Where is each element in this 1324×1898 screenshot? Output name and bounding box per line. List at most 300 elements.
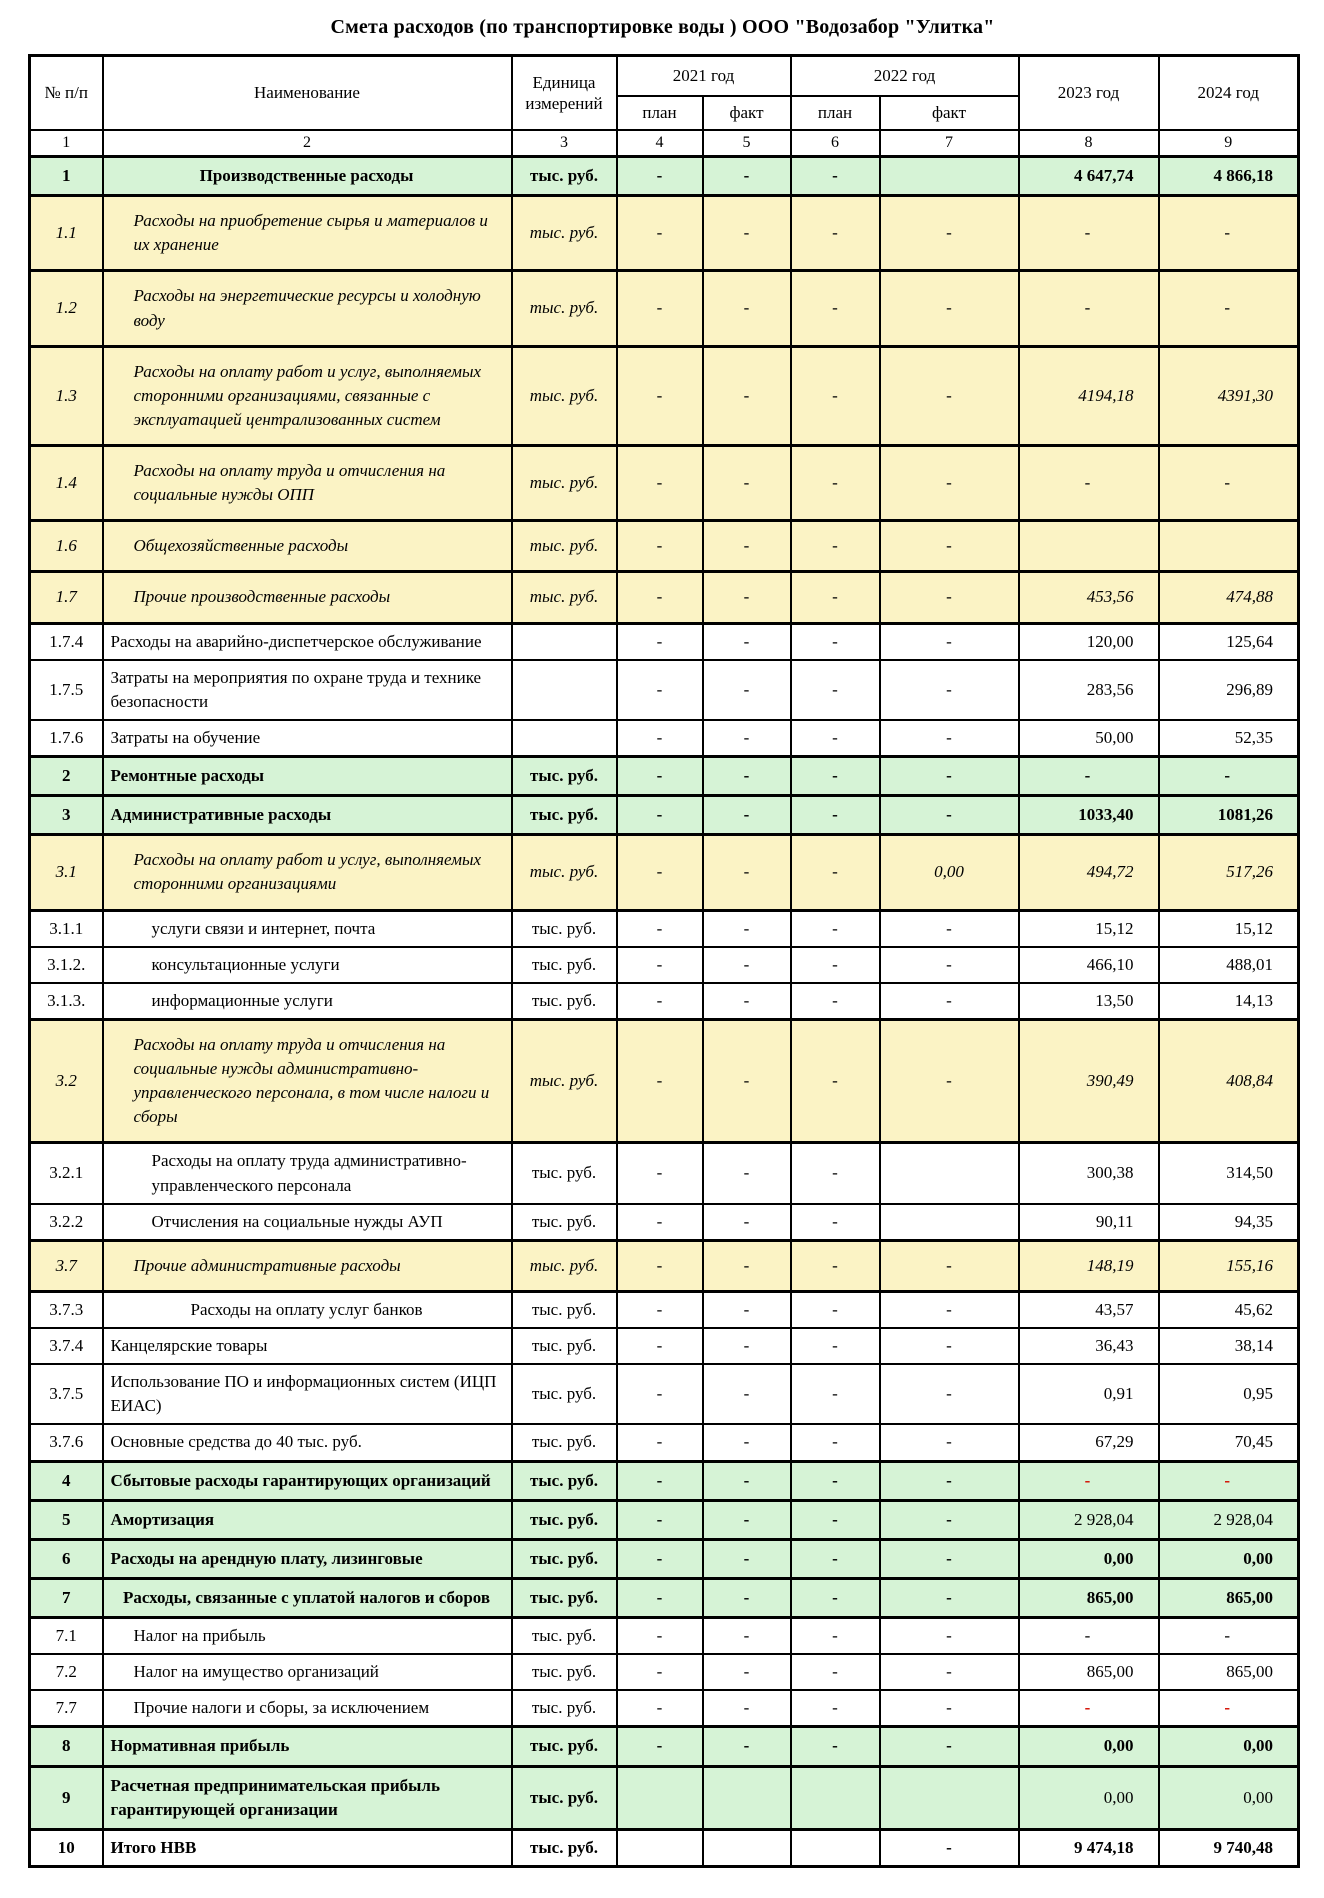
cell-2022-plan: - [791, 1291, 880, 1328]
cell-2022-fact: - [880, 910, 1019, 947]
table-row [30, 521, 1299, 572]
cell-2021-plan: - [617, 1539, 703, 1578]
row-unit-cell [512, 623, 617, 660]
cell-2021-fact [703, 1766, 791, 1829]
row-number-cell: 9 [30, 1766, 103, 1829]
cell-2024: 488,01 [1159, 947, 1299, 983]
row-number-cell: 7.2 [30, 1654, 103, 1690]
cell-2022-plan: - [791, 271, 880, 346]
cell-2024: 4 866,18 [1159, 157, 1299, 196]
row-name-cell: Расходы на оплату услуг банков [103, 1291, 512, 1328]
cell-2021-fact: - [703, 720, 791, 757]
cell-2021-fact [703, 1829, 791, 1866]
cell-2023: 0,00 [1019, 1727, 1159, 1766]
cell-2023: 15,12 [1019, 910, 1159, 947]
column-number: 4 [617, 130, 703, 157]
cell-2022-fact: - [880, 196, 1019, 271]
cell-2022-fact: - [880, 1727, 1019, 1766]
cell-2023: - [1019, 446, 1159, 521]
cell-2022-fact: - [880, 660, 1019, 720]
row-number-cell: 3.7.3 [30, 1291, 103, 1328]
cell-2024: - [1159, 1461, 1299, 1500]
cell-2021-fact: - [703, 1539, 791, 1578]
cell-2022-plan: - [791, 1240, 880, 1291]
column-number: 2 [103, 130, 512, 157]
cell-2022-plan: - [791, 1204, 880, 1241]
cell-2021-fact: - [703, 446, 791, 521]
cell-2022-plan: - [791, 796, 880, 835]
row-name-cell: Затраты на мероприятия по охране труда и технике безопасности [103, 660, 512, 720]
cell-2022-fact: - [880, 947, 1019, 983]
row-unit-cell: тыс. руб. [512, 196, 617, 271]
cell-2021-plan [617, 1829, 703, 1866]
row-number-cell: 3.1.3. [30, 983, 103, 1020]
cell-2022-plan: - [791, 1461, 880, 1500]
table-row [30, 910, 1299, 947]
row-unit-cell: тыс. руб. [512, 1424, 617, 1461]
row-name-cell: Расходы на оплату труда и отчисления на социальные нужды ОПП [103, 446, 512, 521]
row-unit-cell: тыс. руб. [512, 757, 617, 796]
column-number: 6 [791, 130, 880, 157]
cell-2022-fact: - [880, 1539, 1019, 1578]
cell-2024: 314,50 [1159, 1143, 1299, 1204]
cell-2022-plan: - [791, 1690, 880, 1727]
cell-2023 [1019, 521, 1159, 572]
cell-2024: 45,62 [1159, 1291, 1299, 1328]
cell-2023: - [1019, 757, 1159, 796]
row-number-cell: 6 [30, 1539, 103, 1578]
cell-2023: 50,00 [1019, 720, 1159, 757]
table-row [30, 757, 1299, 796]
cell-2021-plan: - [617, 196, 703, 271]
row-name-cell: Расходы на оплату работ и услуг, выполняемых сторонними организациями, связанные с эксплуатацией централизованных систем [103, 346, 512, 445]
cell-2022-plan: - [791, 1328, 880, 1364]
row-unit-cell: тыс. руб. [512, 1461, 617, 1500]
cell-2021-fact: - [703, 521, 791, 572]
table-row [30, 1578, 1299, 1617]
cell-2023: 283,56 [1019, 660, 1159, 720]
table-row [30, 720, 1299, 757]
cell-2021-plan: - [617, 757, 703, 796]
expense-table [28, 54, 1300, 1868]
cell-2022-plan: - [791, 1424, 880, 1461]
table-row [30, 947, 1299, 983]
cell-2022-plan: - [791, 757, 880, 796]
cell-2021-fact: - [703, 660, 791, 720]
row-name-cell: Отчисления на социальные нужды АУП [103, 1204, 512, 1241]
cell-2024: 0,95 [1159, 1364, 1299, 1424]
cell-2022-fact: - [880, 1829, 1019, 1866]
table-row [30, 1690, 1299, 1727]
column-number: 5 [703, 130, 791, 157]
column-number: 8 [1019, 130, 1159, 157]
table-row [30, 660, 1299, 720]
cell-2021-fact: - [703, 1727, 791, 1766]
cell-2024: 70,45 [1159, 1424, 1299, 1461]
cell-2022-plan: - [791, 1364, 880, 1424]
table-row [30, 983, 1299, 1020]
row-unit-cell: тыс. руб. [512, 1690, 617, 1727]
cell-2021-plan: - [617, 1240, 703, 1291]
row-name-cell: Налог на прибыль [103, 1618, 512, 1655]
row-unit-cell: тыс. руб. [512, 1539, 617, 1578]
cell-2023: 466,10 [1019, 947, 1159, 983]
cell-2021-plan: - [617, 157, 703, 196]
cell-2024: 125,64 [1159, 623, 1299, 660]
cell-2022-fact: - [880, 446, 1019, 521]
page-title: Смета расходов (по транспортировке воды ) ООО "Водозабор "Улитка" [330, 16, 995, 38]
cell-2024: - [1159, 1690, 1299, 1727]
row-name-cell: Расчетная предпринимательская прибыль гарантирующей организации [103, 1766, 512, 1829]
cell-2024: 0,00 [1159, 1539, 1299, 1578]
cell-2022-plan: - [791, 660, 880, 720]
cell-2024: - [1159, 446, 1299, 521]
cell-2021-plan: - [617, 947, 703, 983]
row-number-cell: 8 [30, 1727, 103, 1766]
row-number-cell: 2 [30, 757, 103, 796]
cell-2023: 865,00 [1019, 1654, 1159, 1690]
cell-2024: 4391,30 [1159, 346, 1299, 445]
table-row [30, 1539, 1299, 1578]
row-number-cell: 3.2.2 [30, 1204, 103, 1241]
row-name-cell: Затраты на обучение [103, 720, 512, 757]
row-unit-cell: тыс. руб. [512, 446, 617, 521]
row-name-cell: Расходы на оплату труда административно-управленческого персонала [103, 1143, 512, 1204]
cell-2022-fact: - [880, 1461, 1019, 1500]
cell-2023: 390,49 [1019, 1019, 1159, 1143]
row-name-cell: Основные средства до 40 тыс. руб. [103, 1424, 512, 1461]
cell-2023: 453,56 [1019, 572, 1159, 623]
cell-2023: 36,43 [1019, 1328, 1159, 1364]
table-row [30, 1019, 1299, 1143]
row-unit-cell: тыс. руб. [512, 1204, 617, 1241]
row-unit-cell: тыс. руб. [512, 1143, 617, 1204]
row-number-cell: 1.7.4 [30, 623, 103, 660]
cell-2024: - [1159, 271, 1299, 346]
row-unit-cell: тыс. руб. [512, 1500, 617, 1539]
cell-2022-fact: - [880, 1328, 1019, 1364]
table-row [30, 1424, 1299, 1461]
cell-2022-plan: - [791, 1578, 880, 1617]
cell-2022-plan: - [791, 1654, 880, 1690]
cell-2023: 0,91 [1019, 1364, 1159, 1424]
row-number-cell: 7.1 [30, 1618, 103, 1655]
row-number-cell: 3.2.1 [30, 1143, 103, 1204]
cell-2022-plan: - [791, 835, 880, 910]
cell-2024: 517,26 [1159, 835, 1299, 910]
cell-2021-plan: - [617, 1328, 703, 1364]
row-unit-cell: тыс. руб. [512, 947, 617, 983]
col-header-2024: 2024 год [1159, 56, 1299, 131]
cell-2021-plan: - [617, 623, 703, 660]
cell-2022-fact: - [880, 1578, 1019, 1617]
cell-2021-fact: - [703, 1578, 791, 1617]
column-number: 3 [512, 130, 617, 157]
cell-2023: 2 928,04 [1019, 1500, 1159, 1539]
row-number-cell: 1.4 [30, 446, 103, 521]
cell-2023: 4 647,74 [1019, 157, 1159, 196]
row-number-cell: 1 [30, 157, 103, 196]
table-row [30, 1364, 1299, 1424]
cell-2023: 300,38 [1019, 1143, 1159, 1204]
cell-2021-plan: - [617, 1578, 703, 1617]
table-row [30, 157, 1299, 196]
cell-2021-fact: - [703, 346, 791, 445]
cell-2024: 408,84 [1159, 1019, 1299, 1143]
table-row [30, 1727, 1299, 1766]
row-unit-cell: тыс. руб. [512, 1578, 617, 1617]
col-header-2022-plan: план [791, 96, 880, 130]
cell-2023: - [1019, 196, 1159, 271]
table-row [30, 796, 1299, 835]
cell-2021-fact: - [703, 947, 791, 983]
row-number-cell: 3.7.5 [30, 1364, 103, 1424]
row-name-cell: Нормативная прибыль [103, 1727, 512, 1766]
header-row-years [30, 56, 1299, 97]
cell-2022-fact: - [880, 757, 1019, 796]
cell-2021-plan: - [617, 1727, 703, 1766]
row-name-cell: Использование ПО и информационных систем (ИЦП ЕИАС) [103, 1364, 512, 1424]
cell-2024: 14,13 [1159, 983, 1299, 1020]
row-unit-cell: тыс. руб. [512, 1019, 617, 1143]
row-number-cell: 3.7 [30, 1240, 103, 1291]
col-header-2022-fact: факт [880, 96, 1019, 130]
cell-2021-plan: - [617, 796, 703, 835]
col-header-2021-plan: план [617, 96, 703, 130]
cell-2021-plan: - [617, 572, 703, 623]
row-name-cell: Расходы на аварийно-диспетчерское обслуживание [103, 623, 512, 660]
row-number-cell: 1.7 [30, 572, 103, 623]
cell-2021-fact: - [703, 983, 791, 1020]
cell-2022-fact: - [880, 1019, 1019, 1143]
table-row [30, 1500, 1299, 1539]
cell-2021-plan: - [617, 720, 703, 757]
cell-2022-fact: - [880, 1654, 1019, 1690]
cell-2021-fact: - [703, 757, 791, 796]
row-number-cell: 3.1.1 [30, 910, 103, 947]
cell-2022-plan: - [791, 196, 880, 271]
cell-2021-fact: - [703, 1424, 791, 1461]
row-unit-cell: тыс. руб. [512, 1618, 617, 1655]
cell-2024: 474,88 [1159, 572, 1299, 623]
table-header [30, 56, 1299, 157]
cell-2022-fact [880, 1204, 1019, 1241]
row-number-cell: 1.6 [30, 521, 103, 572]
row-name-cell: консультационные услуги [103, 947, 512, 983]
cell-2023: 0,00 [1019, 1539, 1159, 1578]
cell-2021-plan: - [617, 446, 703, 521]
col-header-unit: Единица измерений [512, 56, 617, 131]
cell-2021-plan: - [617, 1364, 703, 1424]
cell-2021-plan: - [617, 346, 703, 445]
cell-2024: 2 928,04 [1159, 1500, 1299, 1539]
cell-2022-fact: - [880, 720, 1019, 757]
cell-2023: - [1019, 271, 1159, 346]
cell-2021-fact: - [703, 271, 791, 346]
row-number-cell: 5 [30, 1500, 103, 1539]
table-row [30, 1618, 1299, 1655]
cell-2023: 90,11 [1019, 1204, 1159, 1241]
cell-2024: - [1159, 757, 1299, 796]
col-header-2021: 2021 год [617, 56, 791, 97]
cell-2021-plan: - [617, 1143, 703, 1204]
col-header-2021-fact: факт [703, 96, 791, 130]
cell-2022-plan: - [791, 157, 880, 196]
table-row [30, 1766, 1299, 1829]
cell-2022-plan: - [791, 572, 880, 623]
row-name-cell: Расходы на оплату работ и услуг, выполняемых сторонними организациями [103, 835, 512, 910]
cell-2022-fact: - [880, 1500, 1019, 1539]
cell-2023: 4194,18 [1019, 346, 1159, 445]
cell-2024: 865,00 [1159, 1578, 1299, 1617]
cell-2022-fact: - [880, 1291, 1019, 1328]
cell-2024: 296,89 [1159, 660, 1299, 720]
cell-2022-plan: - [791, 1500, 880, 1539]
row-unit-cell: тыс. руб. [512, 983, 617, 1020]
cell-2021-plan: - [617, 521, 703, 572]
cell-2023: 43,57 [1019, 1291, 1159, 1328]
table-row [30, 196, 1299, 271]
cell-2024: 52,35 [1159, 720, 1299, 757]
cell-2022-fact [880, 157, 1019, 196]
cell-2022-fact: - [880, 1618, 1019, 1655]
cell-2024: 0,00 [1159, 1766, 1299, 1829]
table-row [30, 1291, 1299, 1328]
row-unit-cell: тыс. руб. [512, 271, 617, 346]
row-number-cell: 3.1.2. [30, 947, 103, 983]
table-body [30, 157, 1299, 1867]
column-number: 1 [30, 130, 103, 157]
row-number-cell: 3 [30, 796, 103, 835]
col-header-num: № п/п [30, 56, 103, 131]
cell-2022-fact [880, 1766, 1019, 1829]
cell-2021-fact: - [703, 835, 791, 910]
cell-2022-plan: - [791, 1019, 880, 1143]
cell-2021-fact: - [703, 1019, 791, 1143]
row-number-cell: 3.7.6 [30, 1424, 103, 1461]
cell-2022-fact [880, 1143, 1019, 1204]
cell-2023: 1033,40 [1019, 796, 1159, 835]
cell-2022-fact: - [880, 1690, 1019, 1727]
cell-2023: 67,29 [1019, 1424, 1159, 1461]
table-row [30, 623, 1299, 660]
row-name-cell: Расходы на приобретение сырья и материалов и их хранение [103, 196, 512, 271]
cell-2022-fact: - [880, 1424, 1019, 1461]
cell-2021-plan: - [617, 1618, 703, 1655]
row-number-cell: 10 [30, 1829, 103, 1866]
row-name-cell: информационные услуги [103, 983, 512, 1020]
row-unit-cell: тыс. руб. [512, 1766, 617, 1829]
cell-2023: - [1019, 1690, 1159, 1727]
cell-2022-plan: - [791, 1727, 880, 1766]
table-row [30, 271, 1299, 346]
cell-2021-plan: - [617, 1690, 703, 1727]
cell-2021-plan: - [617, 271, 703, 346]
cell-2021-plan: - [617, 1291, 703, 1328]
cell-2021-plan: - [617, 1500, 703, 1539]
row-number-cell: 1.1 [30, 196, 103, 271]
cell-2022-plan: - [791, 1618, 880, 1655]
table-row [30, 572, 1299, 623]
table-row [30, 1143, 1299, 1204]
row-number-cell: 4 [30, 1461, 103, 1500]
row-unit-cell: тыс. руб. [512, 1291, 617, 1328]
cell-2024: - [1159, 196, 1299, 271]
row-name-cell: Общехозяйственные расходы [103, 521, 512, 572]
cell-2024 [1159, 521, 1299, 572]
cell-2022-plan: - [791, 720, 880, 757]
cell-2021-fact: - [703, 1291, 791, 1328]
cell-2022-plan: - [791, 521, 880, 572]
cell-2022-fact: - [880, 346, 1019, 445]
cell-2024: 1081,26 [1159, 796, 1299, 835]
cell-2023: - [1019, 1461, 1159, 1500]
col-header-2022: 2022 год [791, 56, 1019, 97]
table-row [30, 1328, 1299, 1364]
row-unit-cell: тыс. руб. [512, 1727, 617, 1766]
row-name-cell: Ремонтные расходы [103, 757, 512, 796]
cell-2023: 0,00 [1019, 1766, 1159, 1829]
row-unit-cell [512, 660, 617, 720]
row-name-cell: Прочие административные расходы [103, 1240, 512, 1291]
cell-2021-fact: - [703, 1204, 791, 1241]
row-unit-cell: тыс. руб. [512, 572, 617, 623]
row-unit-cell: тыс. руб. [512, 1328, 617, 1364]
cell-2023: - [1019, 1618, 1159, 1655]
cell-2021-fact: - [703, 1364, 791, 1424]
cell-2021-fact: - [703, 196, 791, 271]
cell-2022-fact: - [880, 271, 1019, 346]
table-row [30, 1829, 1299, 1866]
row-name-cell: Расходы на энергетические ресурсы и холодную воду [103, 271, 512, 346]
cell-2022-fact: - [880, 983, 1019, 1020]
cell-2024: 0,00 [1159, 1727, 1299, 1766]
row-name-cell: Расходы, связанные с уплатой налогов и сборов [103, 1578, 512, 1617]
cell-2022-plan: - [791, 623, 880, 660]
table-row [30, 835, 1299, 910]
table-row [30, 346, 1299, 445]
cell-2022-plan: - [791, 947, 880, 983]
row-name-cell: Прочие производственные расходы [103, 572, 512, 623]
column-number: 9 [1159, 130, 1299, 157]
cell-2024: 38,14 [1159, 1328, 1299, 1364]
cell-2022-plan: - [791, 983, 880, 1020]
cell-2024: 94,35 [1159, 1204, 1299, 1241]
row-unit-cell: тыс. руб. [512, 835, 617, 910]
table-row [30, 1654, 1299, 1690]
table-row [30, 1461, 1299, 1500]
row-number-cell: 1.7.5 [30, 660, 103, 720]
cell-2023: 120,00 [1019, 623, 1159, 660]
table-row [30, 1240, 1299, 1291]
cell-2021-plan: - [617, 910, 703, 947]
row-unit-cell [512, 720, 617, 757]
row-unit-cell: тыс. руб. [512, 1829, 617, 1866]
column-number: 7 [880, 130, 1019, 157]
row-number-cell: 3.7.4 [30, 1328, 103, 1364]
cell-2021-plan: - [617, 1424, 703, 1461]
cell-2022-plan: - [791, 446, 880, 521]
cell-2023: 494,72 [1019, 835, 1159, 910]
cell-2022-fact: - [880, 521, 1019, 572]
cell-2023: 13,50 [1019, 983, 1159, 1020]
row-number-cell: 1.7.6 [30, 720, 103, 757]
cell-2021-fact: - [703, 796, 791, 835]
cell-2024: 865,00 [1159, 1654, 1299, 1690]
cell-2021-fact: - [703, 157, 791, 196]
cell-2021-plan: - [617, 1019, 703, 1143]
cell-2022-fact: - [880, 1240, 1019, 1291]
